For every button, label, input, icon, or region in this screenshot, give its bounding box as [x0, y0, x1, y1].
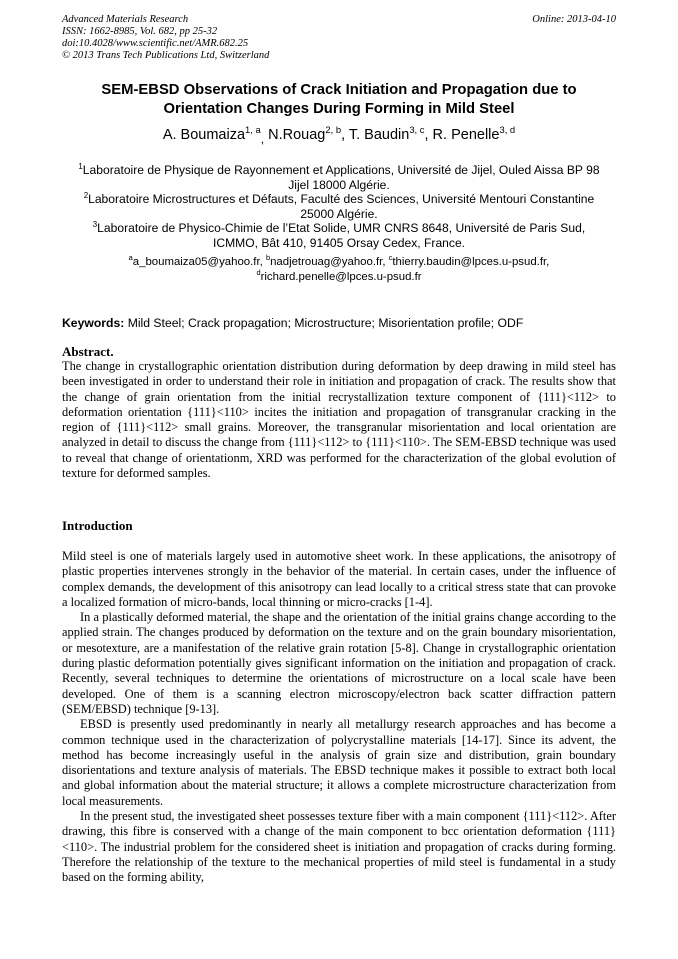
introduction-body	[62, 549, 616, 886]
affiliation-line: 25000 Algérie.	[300, 206, 378, 221]
intro-paragraph: Mild steel is one of materials largely used in automotive sheet work. In these applications, the anisotropy of plastic properties intervenes strongly in the behavior of the material. In certain cases, under the influence of complex demands, the development of this anisotropy can lead locally to a critical stress state that can provoke a localized formation of micro-bands, local thinning or micro-cracks [1-4].	[62, 549, 616, 609]
abstract-body	[62, 359, 616, 481]
journal-header	[62, 14, 616, 62]
affiliations	[62, 163, 616, 251]
title-line-1: SEM-EBSD Observations of Crack Initiation and Propagation due to	[101, 82, 577, 98]
affiliation	[62, 221, 616, 236]
intro-paragraph: In a plastically deformed material, the shape and the orientation of the initial grains change according to the applied strain. The changes produced by deformation on the texture and on the grain boundary misorientation, or mesotexture, are a manifestation of the relative grain rotation [5-8]. Change in crystallographic orientation during plastic deformation potentially gives significant information on the initiation and propagation of crack. Recently, several techniques to determine the orientations of microstructure on a local scale have been developed. One of them is a scanning electron microscopy/electron back scatter diffraction pattern (SEM/EBSD) technique [9-13].	[62, 610, 616, 716]
author-name: , T. Baudin	[341, 127, 410, 143]
affiliation-line: Laboratoire de Physico-Chimie de l’Etat Solide, UMR CNRS 8648, Université de Paris Sud,	[97, 221, 586, 236]
introduction-heading: Introduction	[62, 518, 133, 533]
keywords	[62, 316, 616, 331]
author-name: , R. Penelle	[424, 127, 500, 143]
keywords-text: Mild Steel; Crack propagation; Microstructure; Misorientation profile; ODF	[124, 316, 524, 330]
email-b: nadjetrouag@yahoo.fr,	[270, 256, 389, 268]
email-mark: d	[256, 267, 261, 277]
author-affil-mark: 1, a	[245, 124, 261, 136]
affiliation	[62, 163, 616, 178]
intro-paragraph: In the present stud, the investigated sheet possesses texture fiber with a main component {111}<112>. After drawing, this fibre is conserved with a change of the main component to bcc orientation deformation {111}<110>. The industrial problem for the considered sheet is initiation and propagation of cracks during forming. Therefore the relationship of the texture to the mechanical properties of mild steel is fundamental in a study based on the forming ability,	[62, 809, 616, 885]
issn-line: ISSN: 1662-8985, Vol. 682, pp 25-32	[62, 26, 218, 37]
author-name: N.Rouag	[264, 127, 326, 143]
online-date: Online: 2013-04-10	[532, 14, 616, 25]
abstract-heading: Abstract.	[62, 344, 114, 359]
email-c: thierry.baudin@lpces.u-psud.fr,	[392, 256, 550, 268]
author-list	[62, 126, 616, 148]
copyright-line: © 2013 Trans Tech Publications Ltd, Switzerland	[62, 50, 270, 61]
doi-line: doi:10.4028/www.scientific.net/AMR.682.25	[62, 38, 249, 49]
author-name: A. Boumaiza	[162, 127, 246, 143]
email-mark: b	[265, 253, 271, 263]
author-affil-mark: 2, b	[325, 124, 342, 136]
affiliation-line: Laboratoire de Physique de Rayonnement et Applications, Université de Jijel, Ouled Aissa BP 98	[82, 163, 600, 177]
affiliation-line: Jijel 18000 Algérie.	[288, 177, 390, 192]
email-line	[62, 255, 616, 270]
keywords-label: Keywords:	[62, 316, 125, 330]
intro-paragraph: EBSD is presently used predominantly in nearly all metallurgy research approaches and has become a common technique used in the characterization of polycrystalline materials [14-17]. Since its advent, the method has become increasingly useful in the analysis of grain size and distribution, grain boundary disorientations and texture analysis of materials. The EBSD technique makes it possible to extract both local and global information about the material structure; it allows a complete microstructure characterization from local measurements.	[62, 717, 616, 808]
author-affil-mark: 3, d	[499, 124, 516, 136]
title-line-2: Orientation Changes During Forming in Mild Steel	[163, 101, 515, 117]
affiliation-line: Laboratoire Microstructures et Défauts, Faculté des Sciences, Université Mentouri Constantine	[88, 192, 595, 207]
email-a: a_boumaiza05@yahoo.fr,	[132, 256, 266, 268]
affiliation	[62, 192, 616, 207]
affiliation-number: 1	[78, 161, 83, 171]
affiliation-number: 3	[92, 220, 98, 230]
journal-name: Advanced Materials Research	[62, 14, 189, 25]
abstract-paragraph: The change in crystallographic orientation distribution during deformation by deep drawing in mild steel has been investigated in order to understand their role in initiation and propagation of crack. The results show that the change of grain orientation from the initial recrystallization texture component of {111}<112> to deformation orientation {111}<110> incites the initiation and propagation of transgranular cracking in the region of {111}<112> small grains. Moreover, the transgranular misorientation and local orientation are analyzed in detail to discuss the change from {111}<112> to {111}<110>. The SEM-EBSD technique was used to reveal that change of orientationm, XRD was performed for the characterization of the global evolution of texture for deformed samples.	[62, 359, 616, 481]
affiliation-number: 2	[83, 191, 89, 201]
email-line	[62, 267, 616, 285]
affiliation-line: ICMMO, Bât 410, 91405 Orsay Cedex, France.	[212, 235, 466, 250]
email-mark: c	[388, 253, 393, 263]
email-d: richard.penelle@lpces.u-psud.fr	[260, 270, 422, 283]
author-affil-mark: 3, c	[409, 124, 425, 136]
email-mark: a	[128, 253, 133, 263]
author-separator: ,	[260, 131, 265, 146]
paper-title	[62, 81, 616, 119]
author-emails	[62, 255, 616, 284]
